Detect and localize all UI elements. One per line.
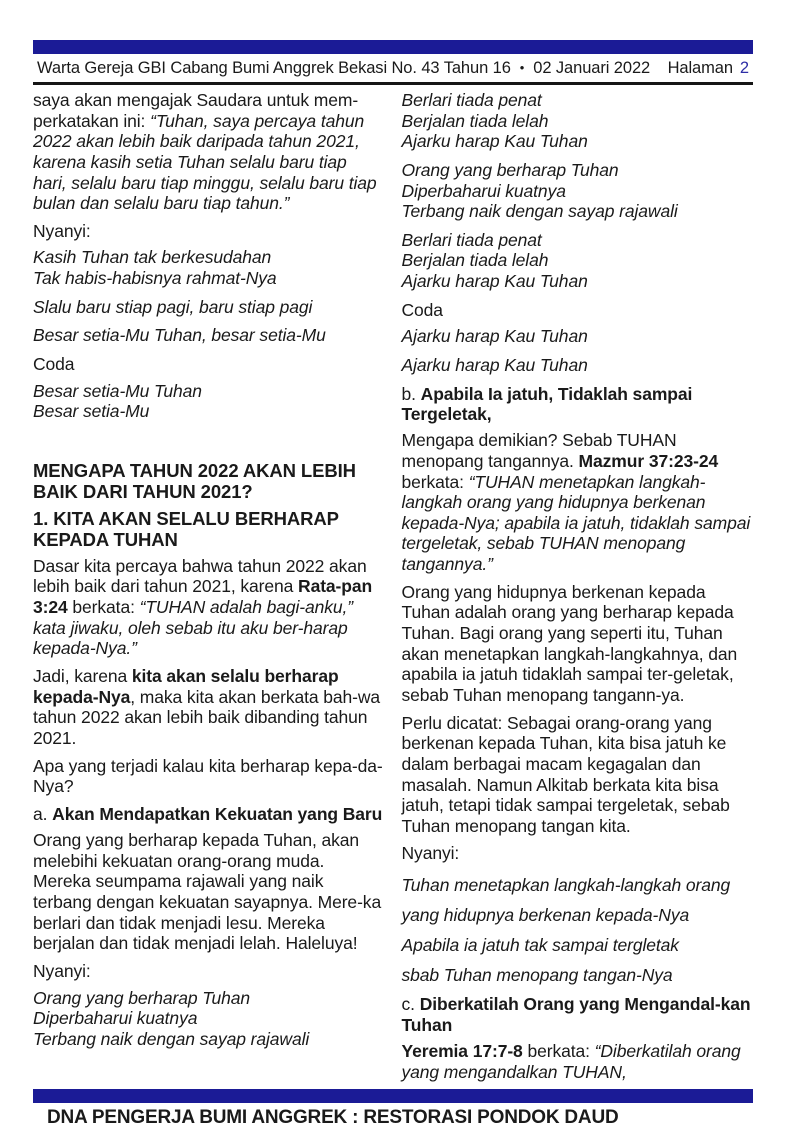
song-lyrics [402,230,754,292]
text-run: 1. KITA AKAN SELALU BERHARAP KEPADA TUHAN [33,507,339,551]
song-lyrics [33,988,385,1050]
song-line: Apabila ia jatuh tak sampai tergletak [401,935,679,956]
song-lyrics [402,355,754,376]
text-run: Dasar kita percaya bahwa tahun 2022 akan lebih baik dari tahun 2021, karena [33,555,367,597]
body-paragraph [33,830,385,954]
text-run: berkata: [522,1041,595,1062]
subheading-paragraph [402,994,754,1035]
page-header [0,0,786,85]
header-right [668,59,749,78]
text-run: “TUHAN menetapkan langkah-langkah orang yang hidupnya berkenan kepada-Nya; apabila ia jatuh, tidaklah sampai tergeletak, sebab TUHAN menopang tangannya.” [401,471,751,575]
song-line: sbab Tuhan menopang tangan-Nya [401,965,673,986]
body-paragraph [33,756,385,797]
right-column [402,90,754,1089]
text-run: Orang yang berharap kepada Tuhan, akan melebihi kekuatan orang-orang muda. Mereka seumpama rajawali yang naik terbang dengan kekuatan sayapnya. Mere-ka berlari dan tidak menjadi lesu. Mereka berjalan dan tidak menjadi lelah. Haleluya! [33,830,382,954]
song-line: Terbang naik dengan sayap rajawali [401,201,678,222]
song-line: Besar setia-Mu Tuhan [33,380,202,401]
article-body [0,85,786,1089]
header-left [37,59,650,78]
song-lyrics [402,870,754,990]
text-run: Nyanyi: [401,843,460,864]
body-paragraph [33,666,385,749]
text-run: Mazmur 37:23-24 [578,450,719,471]
song-line: Ajarku harap Kau Tuhan [401,131,588,152]
text-run: “Diberkatilah orang yang mengandalkan TUHAN, [401,1041,741,1082]
song-line: Ajarku harap Kau Tuhan [401,355,588,376]
section-spacer [33,430,385,460]
song-lyrics [33,381,385,422]
label-paragraph [33,961,385,982]
song-lyrics [33,297,385,318]
text-run: Jadi, karena [33,665,132,686]
text-run: saya akan mengajak Saudara untuk mem-perkatakan ini: [33,90,359,131]
text-run: berkata: [401,471,469,492]
song-lyrics [402,326,754,347]
song-line: Orang yang berharap Tuhan [33,987,251,1008]
text-run: berkata: [67,597,140,618]
text-run: Akan Mendapatkan Kekuatan yang Baru [52,803,383,824]
text-run: c. [401,994,420,1015]
text-run: “TUHAN adalah bagi-anku,” kata jiwaku, oleh sebab itu aku ber-harap kepada-Nya.” [33,597,354,659]
page-number: 2 [739,59,749,77]
song-line: Ajarku harap Kau Tuhan [401,326,588,347]
label-paragraph [402,843,754,864]
heading-paragraph [33,508,385,551]
subheading-paragraph [402,384,754,425]
song-line: Terbang naik dengan sayap rajawali [33,1028,310,1049]
song-line: Orang yang berharap Tuhan [401,159,619,180]
text-run: Mengapa demikian? Sebab TUHAN menopang tangannya. [401,430,677,471]
text-run: Apa yang terjadi kalau kita berharap kepa-da-Nya? [33,755,383,797]
song-line: Diperbaharui kuatnya [33,1008,198,1029]
song-line: Tuhan menetapkan langkah-langkah orang [401,875,731,896]
body-paragraph [402,713,754,837]
left-column [33,90,385,1089]
body-paragraph [402,430,754,574]
text-run: b. [401,383,421,404]
label-paragraph [402,300,754,321]
text-run: Rata-pan 3:24 [33,576,373,618]
text-run: Apabila Ia jatuh, Tidaklah sampai Tergeletak, [401,383,693,424]
song-line: Tak habis-habisnya rahmat-Nya [33,268,277,289]
text-run: , maka kita akan berkata bah-wa tahun 2022 akan lebih baik dibanding tahun 2021. [33,686,381,748]
body-paragraph [33,556,385,659]
footer-blue-bar [33,1089,753,1103]
song-line: Berjalan tiada lelah [401,110,549,131]
bullet-separator-icon: • [519,60,525,75]
text-run: Diberkatilah Orang yang Mengandal-kan Tuhan [401,994,751,1035]
text-run: Nyanyi: [33,960,91,981]
header-blue-bar [33,40,753,54]
body-paragraph [402,1041,754,1082]
header-date: 02 Januari 2022 [533,59,651,77]
song-lyrics [402,90,754,152]
text-run: kita akan selalu berharap kepada-Nya [33,665,339,707]
bulletin-title: Warta Gereja GBI Cabang Bumi Anggrek Bekasi No. 43 Tahun 16 [37,59,511,77]
song-line: Berjalan tiada lelah [401,250,549,271]
song-line: Besar setia-Mu [33,401,150,422]
page-label: Halaman [667,59,733,77]
header-row [33,54,753,85]
page-footer [0,1089,786,1129]
text-run: Coda [401,299,443,320]
text-run: Yeremia 17:7-8 [401,1041,523,1062]
song-line: Besar setia-Mu Tuhan, besar setia-Mu [33,325,326,346]
footer-text: DNA PENGERJA BUMI ANGGREK : RESTORASI PONDOK DAUD [47,1107,619,1129]
text-run: Orang yang hidupnya berkenan kepada Tuhan adalah orang yang berharap kepada Tuhan. Bagi orang yang seperti itu, Tuhan akan menetapkan langkah-langkahnya, dan apabila ia jatuh tidaklah sampai ter-geletak, sebab Tuhan menopang tangann-ya. [401,581,738,705]
song-line: Berlari tiada penat [401,229,542,250]
text-run: Coda [33,354,75,375]
song-line: Slalu baru stiap pagi, baru stiap pagi [33,296,313,317]
song-line: Berlari tiada penat [401,90,542,110]
song-lyrics [33,325,385,346]
body-paragraph [33,90,385,214]
song-line: Ajarku harap Kau Tuhan [401,271,588,292]
text-run: Perlu dicatat: Sebagai orang-orang yang berkenan kepada Tuhan, kita bisa jatuh ke dalam berbagai macam kegagalan dan masalah. Namun Alkitab berkata kita bisa jatuh, tetapi tidak sampai tergeletak, sebab Tuhan menopang tangan kita. [401,712,730,836]
subheading-paragraph [33,804,385,824]
song-line: Kasih Tuhan tak berkesudahan [33,247,272,268]
text-run: “Tuhan, saya percaya tahun 2022 akan lebih baik daripada tahun 2021, karena kasih setia Tuhan selalu baru tiap hari, selalu baru tiap minggu, selalu baru tiap bulan dan selalu baru tiap tahun.” [33,110,377,214]
text-run: MENGAPA TAHUN 2022 AKAN LEBIH BAIK DARI TAHUN 2021? [33,459,356,503]
song-line: Diperbaharui kuatnya [401,180,566,201]
song-lyrics [402,160,754,222]
song-lyrics [33,247,385,288]
body-paragraph [402,582,754,706]
label-paragraph [33,354,385,375]
text-run: a. [33,803,53,824]
heading-paragraph [33,460,385,503]
song-line: yang hidupnya berkenan kepada-Nya [401,905,690,926]
label-paragraph [33,221,385,242]
text-run: Nyanyi: [33,220,91,241]
